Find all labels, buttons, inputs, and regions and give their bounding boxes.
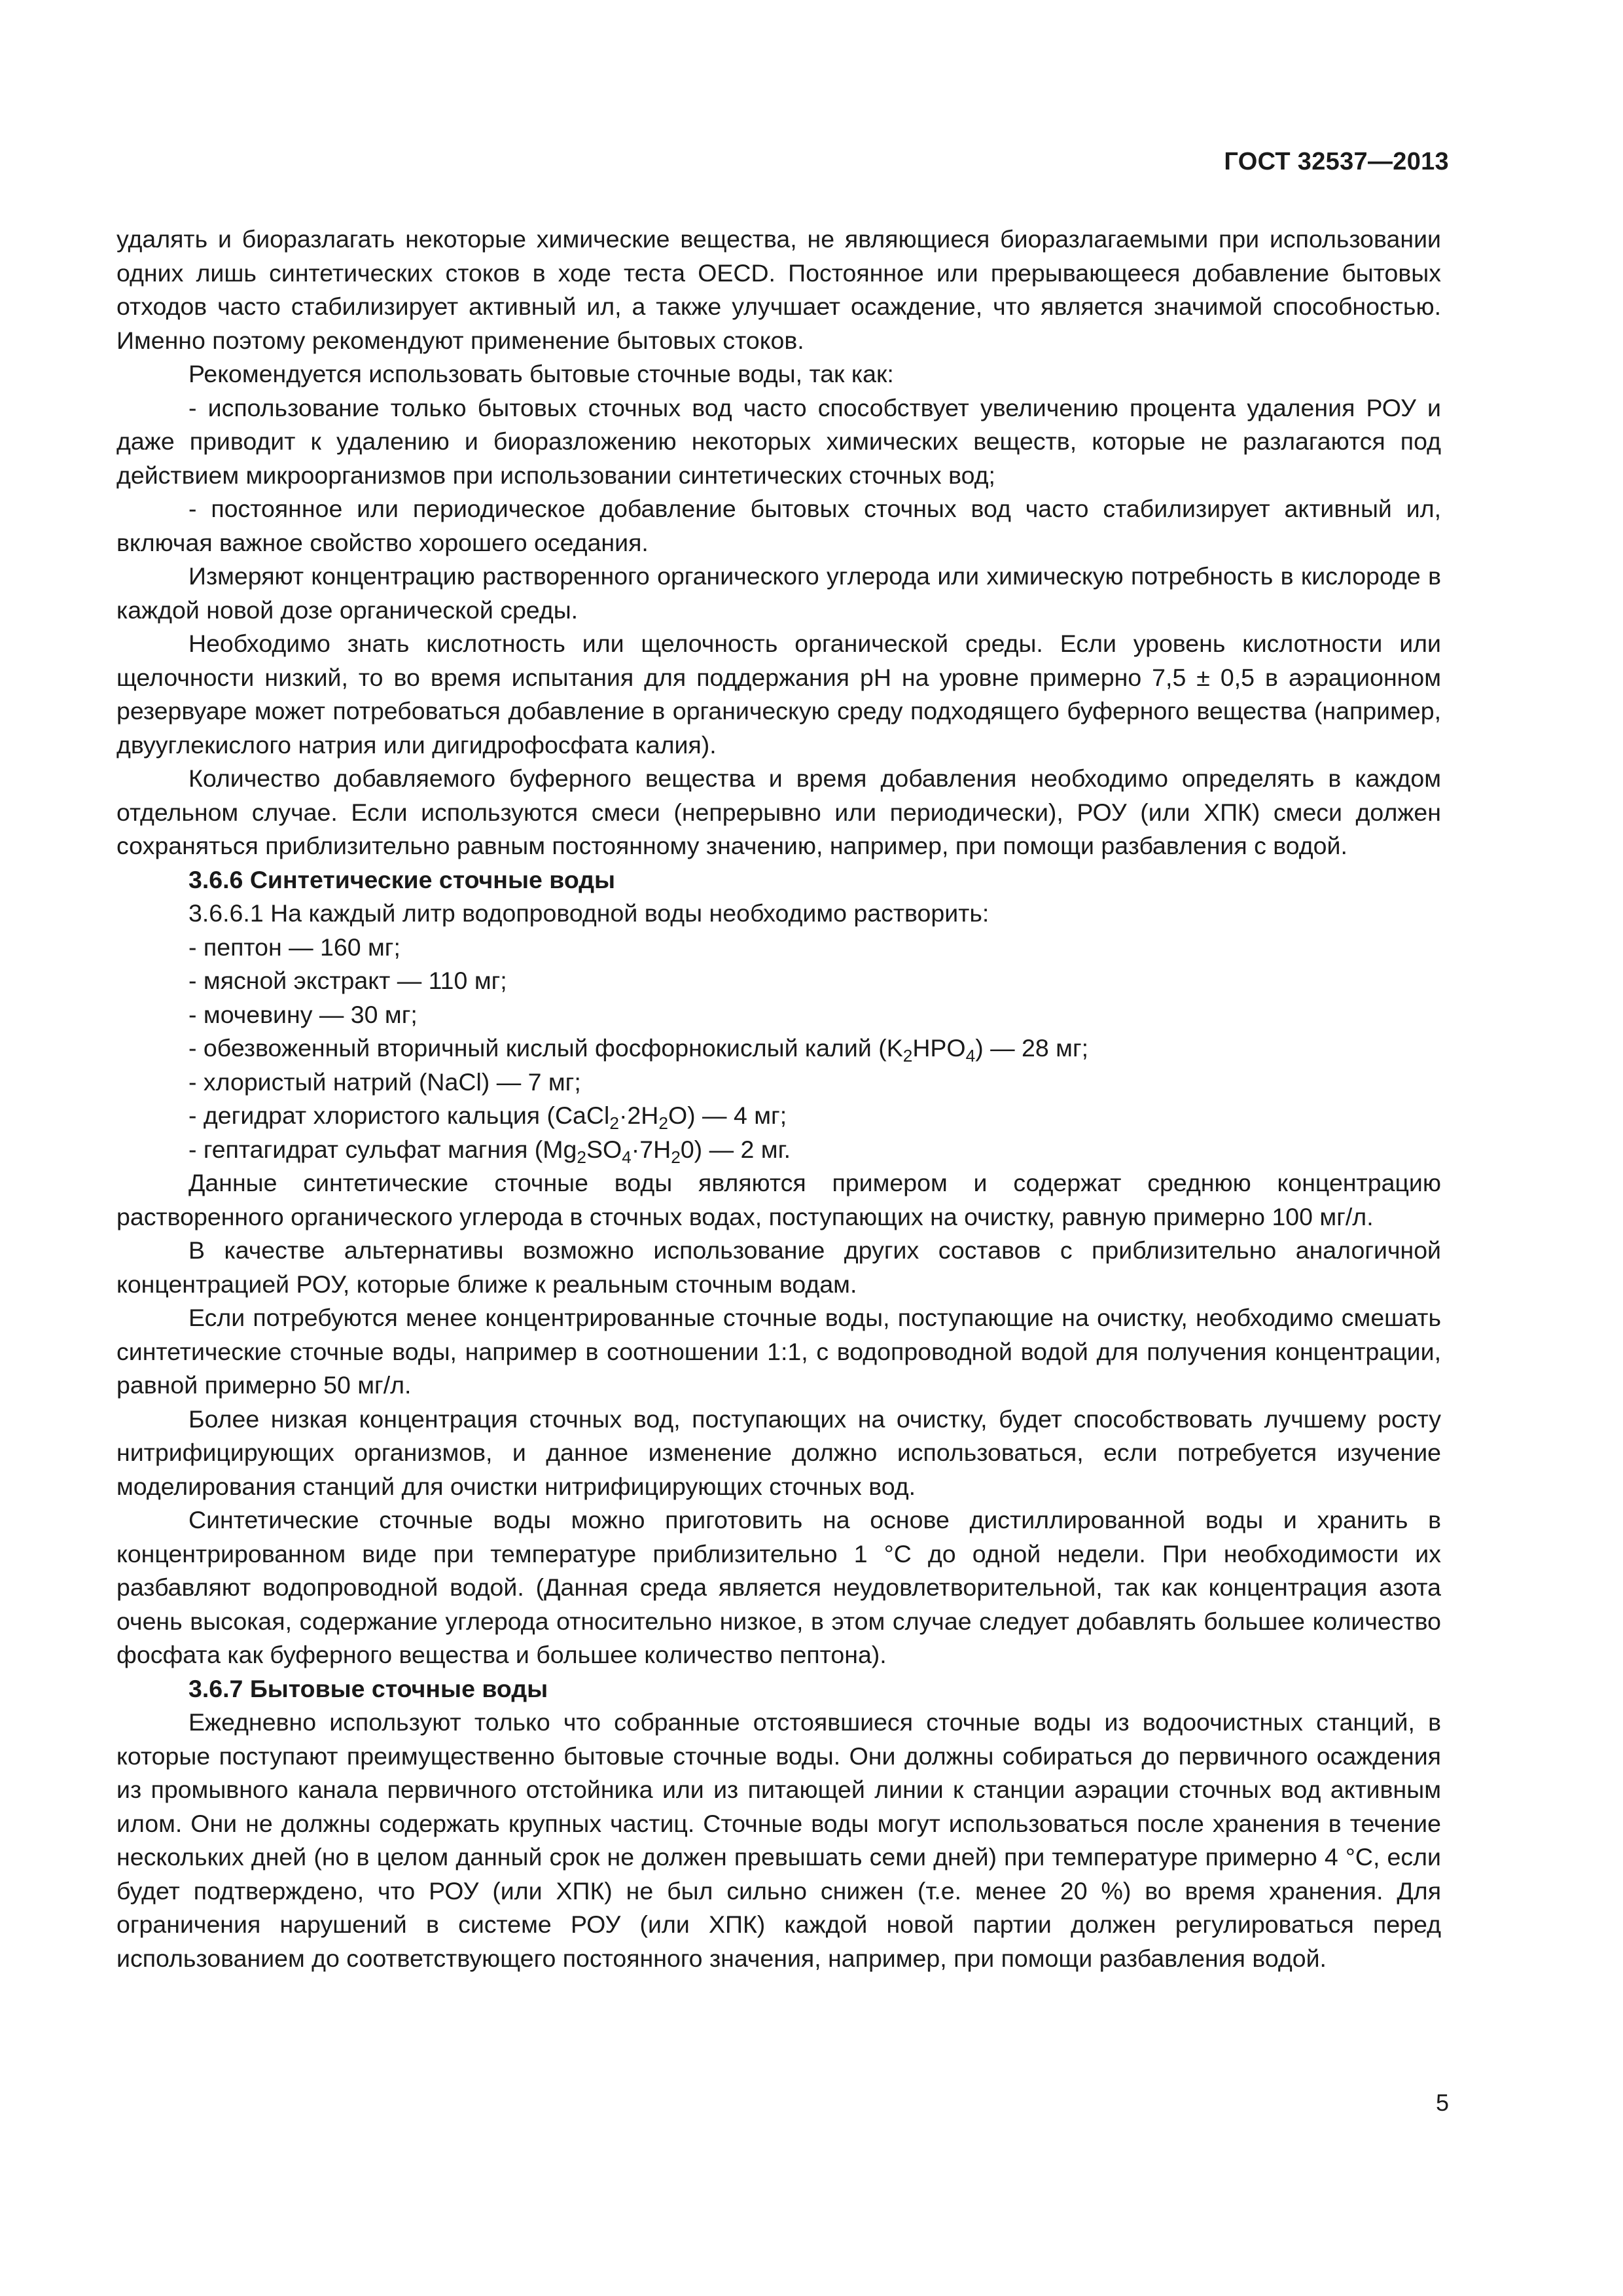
subsection-intro: 3.6.6.1 На каждый литр водопроводной воды необходимо растворить:	[188, 899, 990, 927]
list-item-magnesium-sulfate	[116, 1133, 1441, 1167]
paragraph: Если потребуются менее концентрированные сточные воды, поступающие на очистку, необходимо смешать синтетические сточные воды, например в соотношении 1:1, с водопроводной водой для получения концентрации, равной примерно 50 мг/л.	[116, 1304, 1441, 1399]
subscript: 2	[671, 1147, 681, 1167]
paragraph: Количество добавляемого буферного вещества и время добавления необходимо определять в каждом отдельном случае. Если используются смеси (непрерывно или периодически), РОУ (или ХПК) смеси должен сохраняться приблизительно равным постоянному значению, например, при помощи разбавления с водой.	[116, 764, 1441, 859]
list-item: - использование только бытовых сточных вод часто способствует увеличению процента удаления РОУ и даже приводит к удалению и биоразложению некоторых химических веществ, которые не разлагаются под действием микроорганизмов при использовании синтетических сточных вод;	[116, 393, 1441, 489]
subscript: 2	[658, 1113, 668, 1133]
text-fragment: O) — 4 мг;	[668, 1102, 787, 1129]
document-header: ГОСТ 32537—2013	[1224, 148, 1449, 175]
list-item-potassium-phosphate	[116, 1031, 1441, 1066]
list-item: - постоянное или периодическое добавление бытовых сточных вод часто стабилизирует активный ил, включая важное свойство хорошего оседания.	[116, 495, 1441, 556]
list-item-peptone: - пептон — 160 мг;	[188, 933, 401, 961]
paragraph: удалять и биоразлагать некоторые химические вещества, не являющиеся биоразлагаемыми при использовании одних лишь синтетических стоков в ходе теста OECD. Постоянное или прерывающееся добавление бытовых отходов часто стабилизирует активный ил, а также улучшает осаждение, что является значимой способностью. Именно поэтому рекомендуют применение бытовых стоков.	[116, 225, 1441, 354]
paragraph: В качестве альтернативы возможно использование других составов с приблизительно аналогичной концентрацией РОУ, которые ближе к реальным сточным водам.	[116, 1236, 1441, 1298]
text-fragment: - гептагидрат сульфат магния (Mg	[188, 1135, 577, 1163]
list-item-meat-extract: - мясной экстракт — 110 мг;	[188, 967, 507, 994]
text-fragment: ·7H	[631, 1135, 671, 1163]
page-number: 5	[1435, 2089, 1449, 2116]
subscript: 4	[965, 1045, 976, 1066]
text-fragment: HPO	[912, 1034, 966, 1062]
paragraph: Измеряют концентрацию растворенного органического углерода или химическую потребность в кислороде в каждой новой дозе органической среды.	[116, 562, 1441, 624]
section-heading-3-6-7: 3.6.7 Бытовые сточные воды	[188, 1674, 548, 1702]
text-fragment: - дегидрат хлористого кальция (CaCl	[188, 1102, 610, 1129]
paragraph: Рекомендуется использовать бытовые сточные воды, так как:	[188, 360, 894, 387]
list-item-calcium-chloride	[116, 1099, 1441, 1133]
list-item-urea: - мочевину — 30 мг;	[188, 1000, 418, 1028]
paragraph: Необходимо знать кислотность или щелочность органической среды. Если уровень кислотности или щелочности низкий, то во время испытания для поддержания pH на уровне примерно 7,5 ± 0,5 в аэрационном резервуаре может потребоваться добавление в органическую среду подходящего буферного вещества (например, двууглекислого натрия или дигидрофосфата калия).	[116, 630, 1441, 759]
text-fragment: SO	[586, 1135, 622, 1163]
subscript: 2	[609, 1113, 619, 1133]
section-heading-3-6-6: 3.6.6 Синтетические сточные воды	[188, 865, 616, 893]
list-item-sodium-chloride: - хлористый натрий (NaCl) — 7 мг;	[188, 1067, 581, 1096]
text-fragment: ) — 28 мг;	[975, 1034, 1089, 1062]
document-body	[116, 223, 1441, 1975]
subscript: 2	[902, 1045, 913, 1066]
paragraph: Синтетические сточные воды можно приготовить на основе дистиллированной воды и хранить в концентрированном виде при температуре приблизительно 1 °С до одной недели. При необходимости их разбавляют водопроводной водой. (Данная среда является неудовлетворительной, так как концентрация азота очень высокая, содержание углерода относительно низкое, в этом случае следует добавлять большее количество фосфата как буферного вещества и большее количество пептона).	[116, 1506, 1441, 1668]
subscript: 2	[577, 1147, 586, 1167]
subscript: 4	[622, 1147, 632, 1167]
text-fragment: 0) — 2 мг.	[680, 1135, 791, 1163]
paragraph: Ежедневно используют только что собранные отстоявшиеся сточные воды из водоочистных станций, в которые поступают преимущественно бытовые сточные воды. Они должны собираться до первичного осаждения из промывного канала первичного отстойника или из питающей линии к станции аэрации сточных вод активным илом. Они не должны содержать крупных частиц. Сточные воды могут использоваться после хранения в течение нескольких дней (но в целом данный срок не должен превышать семи дней) при температуре примерно 4 °С, если будет подтверждено, что РОУ (или ХПК) не был сильно снижен (т.е. менее 20 %) во время хранения. Для ограничения нарушений в системе РОУ (или ХПК) каждой новой партии должен регулироваться перед использованием до соответствующего постоянного значения, например, при помощи разбавления водой.	[116, 1708, 1441, 1972]
text-fragment: - обезвоженный вторичный кислый фосфорнокислый калий (K	[188, 1034, 903, 1062]
paragraph: Данные синтетические сточные воды являются примером и содержат среднюю концентрацию растворенного органического углерода в сточных водах, поступающих на очистку, равную примерно 100 мг/л.	[116, 1169, 1441, 1230]
paragraph: Более низкая концентрация сточных вод, поступающих на очистку, будет способствовать лучшему росту нитрифицирующих организмов, и данное изменение должно использоваться, если потребуется изучение моделирования станций для очистки нитрифицирующих сточных вод.	[116, 1405, 1441, 1500]
text-fragment: ·2H	[618, 1102, 659, 1129]
